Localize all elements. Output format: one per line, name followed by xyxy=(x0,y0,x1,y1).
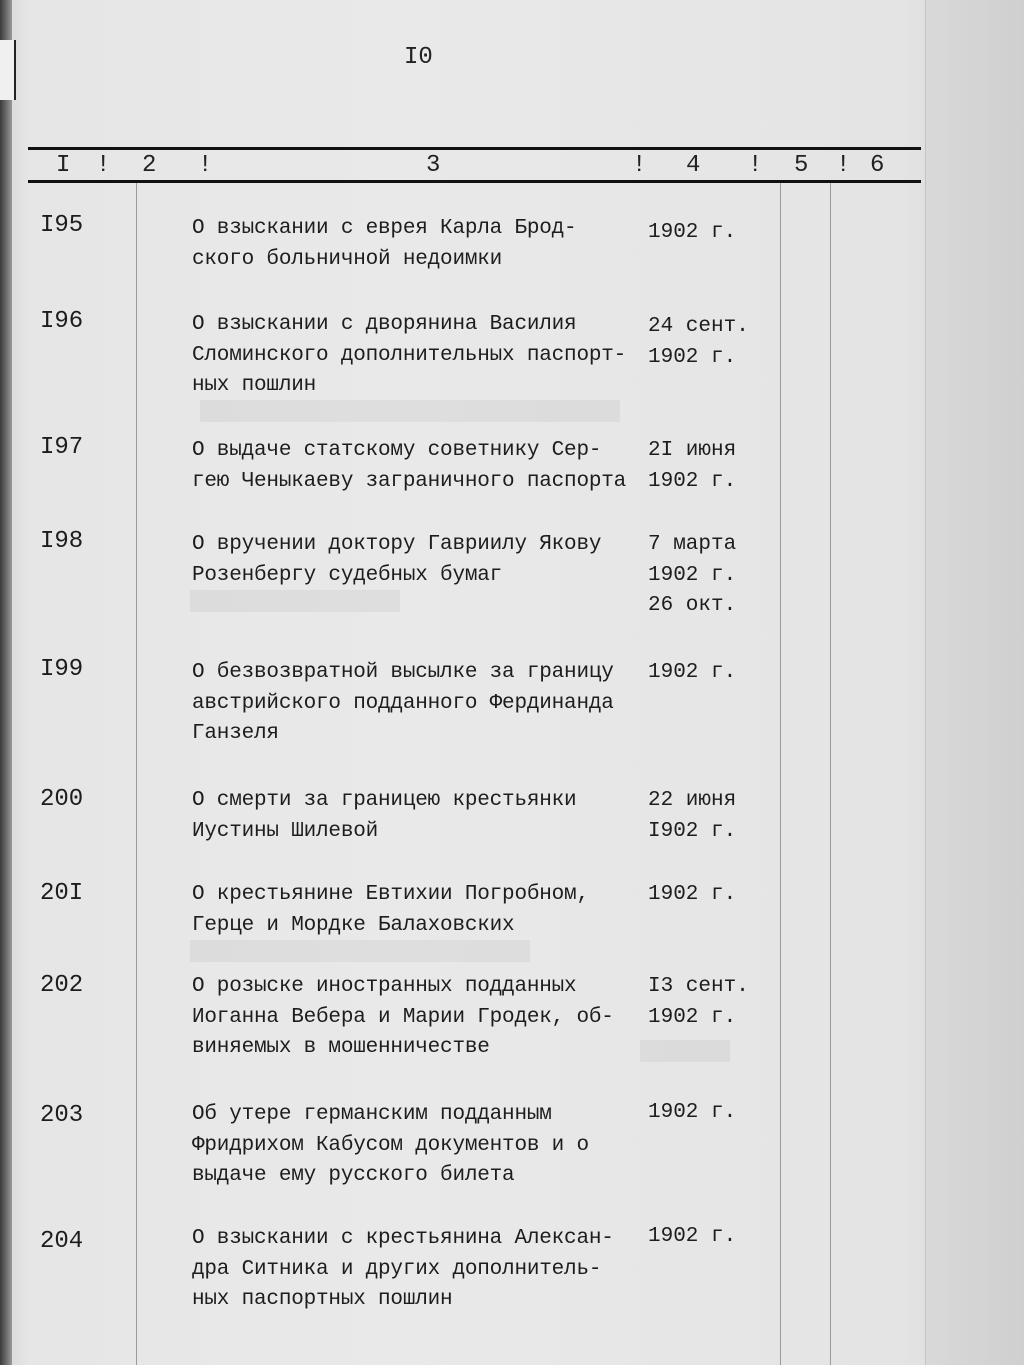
column-divider xyxy=(830,183,831,1365)
binding-tab xyxy=(0,40,16,100)
entry-title: О безвозвратной высылке за границу австрийского подданного Фердинанда Ганзеля xyxy=(192,661,614,745)
column-header-2: 2 xyxy=(142,152,157,179)
entry-date: 1902 г. xyxy=(648,883,737,906)
entry-number: 202 xyxy=(40,972,84,999)
column-header-6: 6 xyxy=(870,152,885,179)
entry-number: 204 xyxy=(40,1228,84,1255)
entry-date: I3 сент. 1902 г. xyxy=(648,975,749,1029)
column-divider xyxy=(136,183,137,1365)
entry-number: 20I xyxy=(40,880,84,907)
entry-date: 1902 г. xyxy=(648,221,737,244)
column-divider xyxy=(780,183,781,1365)
column-header-1: I xyxy=(56,152,71,179)
entry-number: I99 xyxy=(40,656,84,683)
column-separator: ! xyxy=(632,152,647,179)
column-separator: ! xyxy=(748,152,763,179)
entry-title: О крестьянине Евтихии Погробном, Герце и Мордке Балаховских xyxy=(192,883,589,937)
column-header-5: 5 xyxy=(794,152,809,179)
entry-number: 200 xyxy=(40,786,84,813)
bleed-through-mark xyxy=(200,400,620,422)
header-top-rule xyxy=(28,147,921,150)
entry-date: 1902 г. xyxy=(648,1101,737,1124)
entry-number: I97 xyxy=(40,434,84,461)
bleed-through-mark xyxy=(640,1040,730,1062)
entry-date: 2I июня 1902 г. xyxy=(648,439,737,493)
column-separator: ! xyxy=(836,152,851,179)
entry-title: О взыскании с крестьянина Алексан- дра Ситника и других дополнитель- ных паспортных пошлин xyxy=(192,1227,614,1311)
entry-number: 203 xyxy=(40,1102,84,1129)
entry-date: 1902 г. xyxy=(648,661,737,684)
column-separator: ! xyxy=(198,152,213,179)
entry-title: О смерти за границею крестьянки Иустины Шилевой xyxy=(192,789,577,843)
entry-title: О взыскании с еврея Карла Брод- ского больничной недоимки xyxy=(192,217,577,271)
entry-date: 22 июня I902 г. xyxy=(648,789,737,843)
column-header-4: 4 xyxy=(686,152,701,179)
page-number: I0 xyxy=(404,44,433,71)
next-page-edge xyxy=(925,0,1024,1365)
entry-date: 7 марта 1902 г. 26 окт. xyxy=(648,533,737,617)
entry-number: I95 xyxy=(40,212,84,239)
entry-number: I98 xyxy=(40,528,84,555)
entry-title: О выдаче статскому советнику Сер- гею Ченыкаеву заграничного паспорта xyxy=(192,439,627,493)
column-separator: ! xyxy=(96,152,111,179)
bleed-through-mark xyxy=(190,590,400,612)
entry-title: О вручении доктору Гавриилу Якову Розенбергу судебных бумаг xyxy=(192,533,602,587)
entry-date: 1902 г. xyxy=(648,1225,737,1248)
entry-number: I96 xyxy=(40,308,84,335)
header-bottom-rule xyxy=(28,180,921,183)
entry-title: О розыске иностранных подданных Иоганна Вебера и Марии Гродек, об- виняемых в мошенничестве xyxy=(192,975,614,1059)
entry-title: Об утере германским подданным Фридрихом Кабусом документов и о выдаче ему русского билета xyxy=(192,1103,589,1187)
binding-edge xyxy=(0,0,12,1365)
entry-date: 24 сент. 1902 г. xyxy=(648,315,749,369)
bleed-through-mark xyxy=(190,940,530,962)
entry-title: О взыскании с дворянина Василия Сломинского дополнительных паспорт- ных пошлин xyxy=(192,313,627,397)
column-header-3: 3 xyxy=(426,152,441,179)
